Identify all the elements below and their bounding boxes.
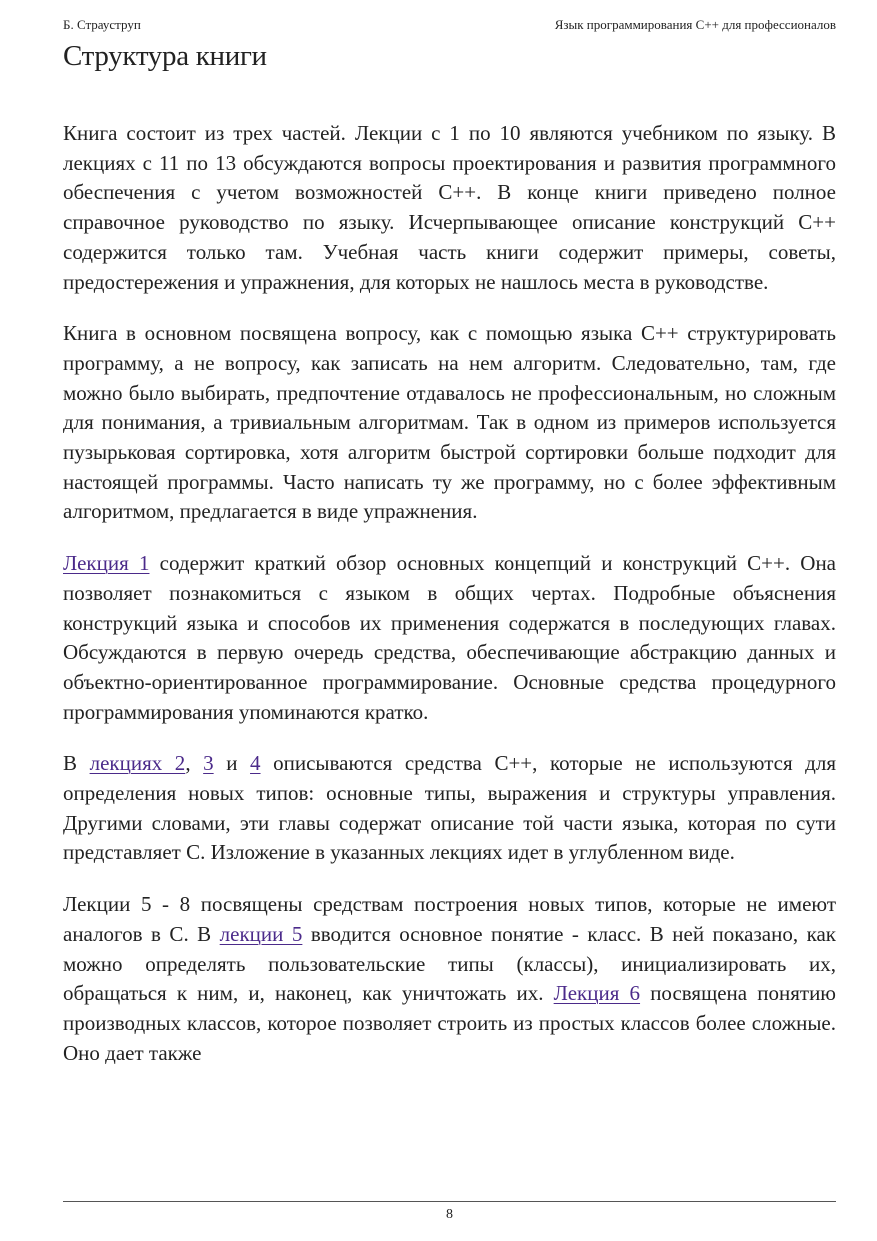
link-lecture-3[interactable]: 3 (203, 751, 214, 776)
paragraph-4 (63, 749, 836, 868)
header-author: Б. Страуструп (63, 17, 141, 32)
link-lecture-4[interactable]: 4 (250, 751, 261, 776)
paragraph-4-sep-a: , (185, 751, 204, 776)
paragraph-5-text: посвящена понятию производных классов, которое позволяет строить из простых классов более сложные. Оно дает также (63, 981, 836, 1065)
paragraph-2 (63, 319, 836, 527)
paragraph-1-text: Книга состоит из трех частей. Лекции с 1 по 10 являются учебником по языку. В лекциях с 11 по 13 обсуждаются вопросы проектирования и развития программного обеспечения с учетом возможностей С++. В конце книги приведено полное справочное руководство по языку. Исчерпывающее описание конструкций С++ содержится только там. Учебная часть книги содержит примеры, советы, предостережения и упражнения, для которых не нашлось места в руководстве. (63, 121, 836, 294)
page-number: 8 (446, 1207, 453, 1222)
paragraph-5-mid: вводится основное понятие - класс. В ней показано, как можно определять пользовательские типы (классы), инициализировать их, обращаться к ним, и, наконец, как уничтожать их. (63, 921, 836, 1006)
paragraph-5 (63, 890, 836, 1068)
link-lecture-6[interactable]: Лекция 6 (553, 981, 641, 1006)
paragraph-3-text: содержит краткий обзор основных концепций и конструкций С++. Она позволяет познакомиться с языком в общих чертах. Подробные объяснения конструкций языка и способов их применения содержатся в последующих главах. Обсуждаются в первую очередь средства, обеспечивающие абстракцию данных и объектно-ориентированное программирование. Основные средства процедурного программирования упоминаются кратко. (63, 551, 836, 724)
paragraph-1 (63, 119, 836, 297)
section-title: Структура книги (63, 40, 267, 72)
link-lecture-2[interactable]: лекциях 2 (89, 751, 186, 776)
paragraph-4-sep-b: и (213, 751, 251, 776)
link-lecture-5[interactable]: лекции 5 (219, 921, 303, 946)
paragraph-4-prefix: В (63, 751, 90, 776)
footer-divider (63, 1201, 836, 1202)
link-lecture-1[interactable]: Лекция 1 (63, 551, 150, 576)
paragraph-2-text: Книга в основном посвящена вопросу, как с помощью языка С++ структурировать программу, а не вопросу, как записать на нем алгоритм. Следовательно, там, где можно было выбирать, предпочтение отдавалось не профессиональным, но сложным для понимания, а тривиальным алгоритмам. Так в одном из примеров используется пузырьковая сортировка, хотя алгоритм быстрой сортировки больше подходит для настоящей программы. Часто написать ту же программу, но с более эффективным алгоритмом, предлагается в виде упражнения. (63, 321, 836, 524)
paragraph-3 (63, 549, 836, 727)
paragraph-5-prefix: Лекции 5 - 8 посвящены средствам построения новых типов, которые не имеют аналогов в С. В (63, 892, 836, 946)
header-book-title: Язык программирования С++ для профессионалов (554, 17, 836, 32)
body-text (63, 119, 836, 1200)
paragraph-4-text: описываются средства С++, которые не используются для определения новых типов: основные типы, выражения и структуры управления. Другими словами, эти главы содержат описание той части языка, которая по сути представляет С. Изложение в указанных лекциях идет в углубленном виде. (63, 751, 836, 865)
